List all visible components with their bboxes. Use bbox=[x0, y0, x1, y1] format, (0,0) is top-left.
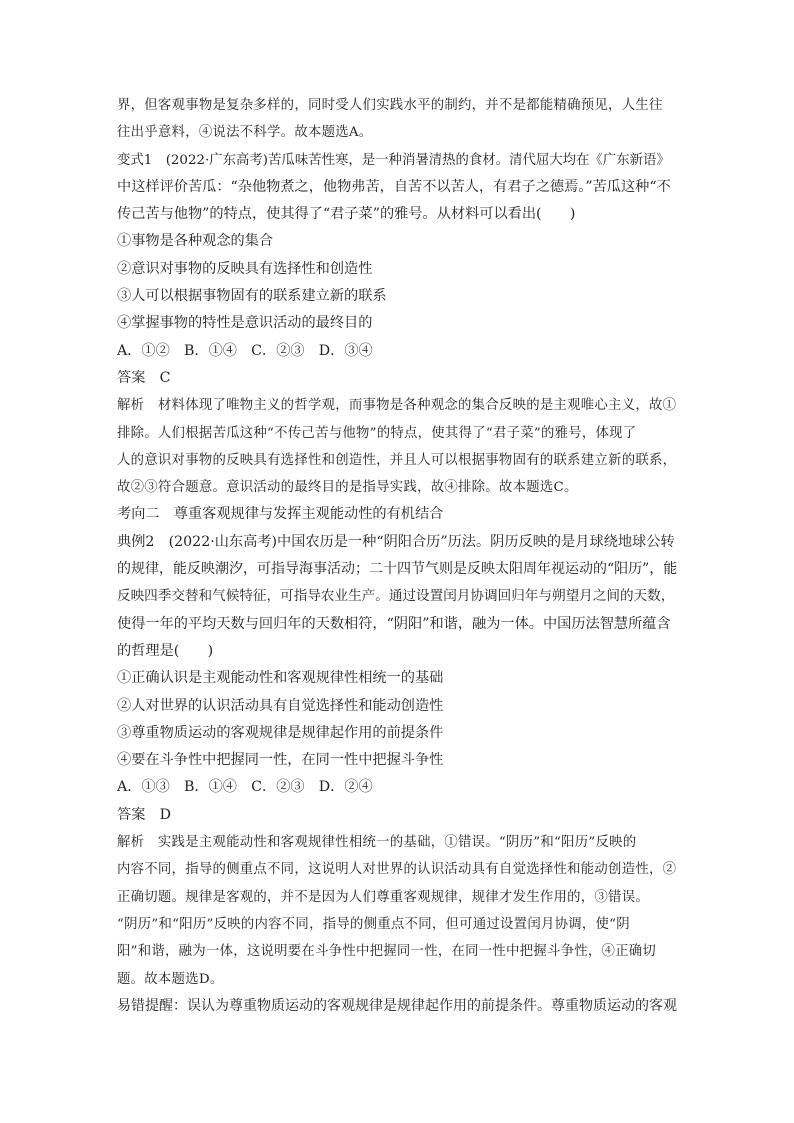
text-line: A．①② B．①④ C．②③ D．③④ bbox=[117, 342, 373, 359]
text-line: ②人对世界的认识活动具有自觉选择性和能动创造性 bbox=[117, 697, 444, 714]
text-line: 传己苦与他物”的特点，使其得了“君子菜”的雅号。从材料可以看出( ) bbox=[117, 206, 576, 223]
explanation-line: “阴历”和“阳历”反映的内容不同，指导的侧重点不同，但可通过设置闰月协调，使“阴 bbox=[117, 916, 630, 932]
explanation-line: 内容不同，指导的侧重点不同，这说明人对世界的认识活动具有自觉选择性和能动创造性，② bbox=[117, 862, 677, 878]
explanation-line: 排除。人们根据苦瓜这种“不传己苦与他物”的特点，使其得了“君子菜”的雅号，体现了 bbox=[117, 425, 637, 441]
explanation-line: 往出乎意料，④说法不科学。故本题选A。 bbox=[117, 125, 373, 141]
explanation-line: 题。故本题选D。 bbox=[117, 971, 224, 987]
explanation-line: 正确切题。规律是客观的，并不是因为人们尊重客观规律，规律才发生作用的，③错误。 bbox=[117, 889, 649, 905]
text-line: 考向二 尊重客观规律与发挥主观能动性的有机结合 bbox=[117, 506, 444, 523]
text-line: 答案 C bbox=[117, 369, 171, 386]
explanation-line: 故②③符合题意。意识活动的最终目的是指导实践，故④排除。故本题选C。 bbox=[117, 480, 578, 496]
text-line: ①事物是各种观念的集合 bbox=[117, 233, 274, 250]
text-line: 的规律，能反映潮汐，可指导海事活动；二十四节气则是反映太阳周年视运动的“阳历”，能 bbox=[117, 561, 677, 578]
text-line: 易错提醒：误认为尊重物质运动的客观规律是规律起作用的前提条件。尊重物质运动的客观 bbox=[117, 997, 677, 1014]
text-line: 的哲理是( ) bbox=[117, 642, 214, 659]
explanation-line: 阳”和谐，融为一体，这说明要在斗争性中把握同一性，在同一性中把握斗争性，④正确切 bbox=[117, 944, 657, 960]
text-line: 反映四季交替和气候特征，可指导农业生产。通过设置闰月协调回归年与朔望月之间的天数， bbox=[117, 588, 675, 605]
text-line: 变式1 (2022·广东高考)苦瓜味苦性寒，是一种消暑清热的食材。清代屈大均在《广东新语》 bbox=[117, 152, 670, 168]
text-line: ③尊重物质运动的客观规律是规律起作用的前提条件 bbox=[117, 724, 444, 741]
text-line: 答案 D bbox=[117, 806, 171, 823]
explanation-line: 人的意识对事物的反映具有选择性和创造性，并且人可以根据事物固有的联系建立新的联系， bbox=[117, 452, 677, 468]
document-body bbox=[117, 92, 677, 1020]
explanation-line: 界，但客观事物是复杂多样的，同时受人们实践水平的制约，并不是都能精确预见，人生往 bbox=[117, 98, 663, 113]
text-line: 典例2 (2022·山东高考)中国农历是一种“阴阳合历”历法。阴历反映的是月球绕地球公转 bbox=[117, 533, 675, 550]
text-line: ③人可以根据事物固有的联系建立新的联系 bbox=[117, 288, 387, 305]
text-line: ④要在斗争性中把握同一性，在同一性中把握斗争性 bbox=[117, 752, 444, 769]
text-line: 使得一年的平均天数与回归年的天数相符，“阴阳”和谐，融为一体。中国历法智慧所蕴含 bbox=[117, 615, 671, 632]
text-line: ④掌握事物的特性是意识活动的最终目的 bbox=[117, 315, 373, 332]
text-line: ②意识对事物的反映具有选择性和创造性 bbox=[117, 260, 373, 277]
explanation-line: 解析 实践是主观能动性和客观规律性相统一的基础，①错误。“阴历”和“阳历”反映的 bbox=[117, 835, 637, 851]
text-line: 中这样评价苦瓜：“杂他物煮之，他物弗苦，自苦不以苦人，有君子之德焉。”苦瓜这种“不 bbox=[117, 178, 671, 195]
explanation-line: 解析 材料体现了唯物主义的哲学观，而事物是各种观念的集合反映的是主观唯心主义，故① bbox=[117, 398, 677, 414]
text-line: A．①③ B．①④ C．②③ D．②④ bbox=[117, 779, 373, 796]
text-line: ①正确认识是主观能动性和客观规律性相统一的基础 bbox=[117, 670, 444, 687]
